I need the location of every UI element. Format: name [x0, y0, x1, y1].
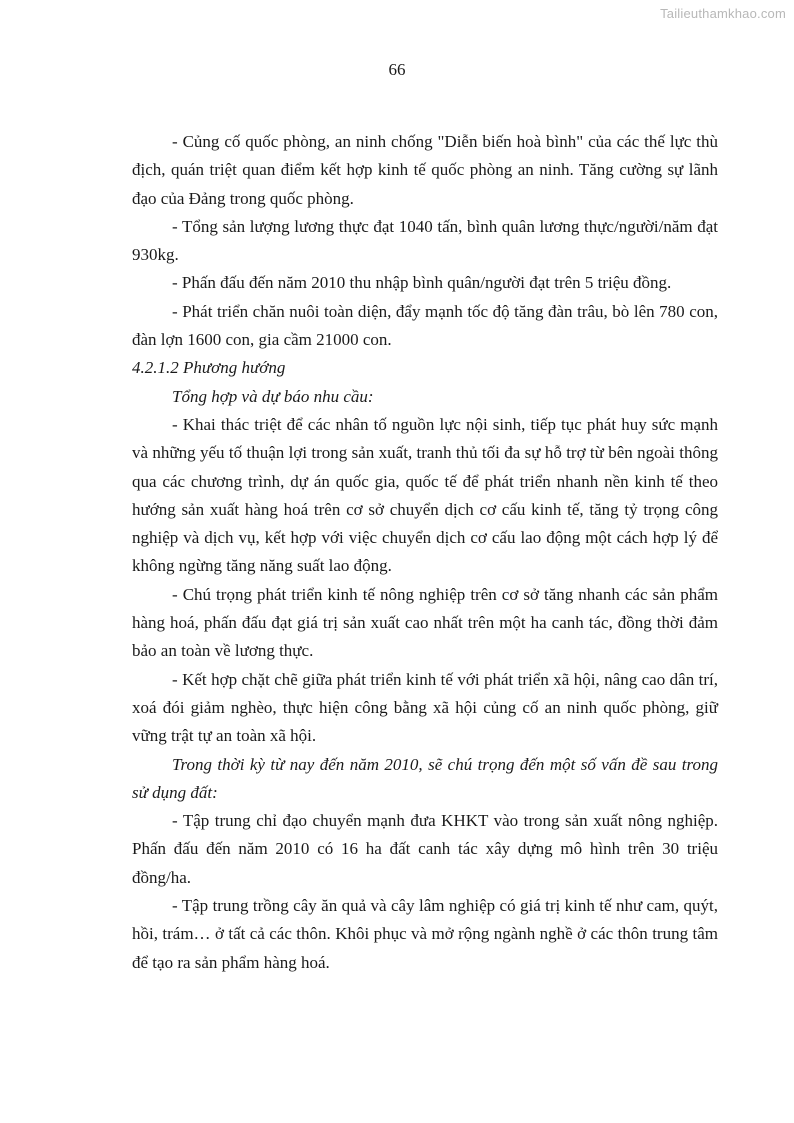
paragraph-land-use-intro: Trong thời kỳ từ nay đến năm 2010, sẽ chú trọng đến một số vấn đề sau trong sử dụng đất: [132, 754, 718, 802]
section-heading: 4.2.1.2 Phương hướng [132, 358, 286, 378]
paragraph-resources: - Khai thác triệt để các nhân tố nguồn lực nội sinh, tiếp tục phát huy sức mạnh và những yếu tố thuận lợi trong sản xuất, tranh thủ tối đa sự hỗ trợ từ bên ngoài thông qua các chương trình, dự án quốc gia, quốc tế để phát triển nhanh nền kinh tế theo hướng sản xuất hàng hoá trên cơ sở chuyển dịch cơ cấu kinh tế, tăng tỷ trọng công nghiệp và dịch vụ, kết hợp với việc chuyển dịch cơ cấu lao động một cách hợp lý để không ngừng tăng năng suất lao động. [132, 414, 718, 576]
subheading: Tổng hợp và dự báo nhu cầu: [172, 386, 374, 406]
watermark: Tailieuthamkhao.com [660, 6, 786, 21]
paragraph-technology: - Tập trung chỉ đạo chuyển mạnh đưa KHKT vào trong sản xuất nông nghiệp. Phấn đấu đến năm 2010 có 16 ha đất canh tác xây dựng mô hình trên 30 triệu đồng/ha. [132, 811, 718, 887]
paragraph-defense: - Củng cố quốc phòng, an ninh chống "Diễn biến hoà bình" của các thế lực thù địch, quán triệt quan điểm kết hợp kinh tế quốc phòng an ninh. Tăng cường sự lãnh đạo của Đảng trong quốc phòng. [132, 132, 718, 208]
paragraph-fruit-trees: - Tập trung trồng cây ăn quả và cây lâm nghiệp có giá trị kinh tế như cam, quýt, hồi, trám… ở tất cả các thôn. Khôi phục và mở rộng ngành nghề ở các thôn trung tâm để tạo ra sản phẩm hàng hoá. [132, 896, 718, 972]
paragraph-livestock: - Phát triển chăn nuôi toàn diện, đẩy mạnh tốc độ tăng đàn trâu, bò lên 780 con, đàn lợn 1600 con, gia cầm 21000 con. [132, 301, 718, 350]
paragraph-agriculture: - Chú trọng phát triển kinh tế nông nghiệp trên cơ sở tăng nhanh các sản phẩm hàng hoá, phấn đấu đạt giá trị sản xuất cao nhất trên một ha canh tác, đồng thời đảm bảo an toàn về lương thực. [132, 584, 718, 661]
paragraph-food-output: - Tổng sản lượng lương thực đạt 1040 tấn, bình quân lương thực/người/năm đạt 930kg. [132, 216, 718, 265]
page-number: 66 [388, 60, 406, 79]
document-body [132, 128, 718, 977]
paragraph-social: - Kết hợp chặt chẽ giữa phát triển kinh tế với phát triển xã hội, nâng cao dân trí, xoá đói giảm nghèo, thực hiện công bằng xã hội củng cố an ninh quốc phòng, giữ vững trật tự an toàn xã hội. [132, 669, 718, 746]
paragraph-income: - Phấn đấu đến năm 2010 thu nhập bình quân/người đạt trên 5 triệu đồng. [172, 273, 672, 293]
